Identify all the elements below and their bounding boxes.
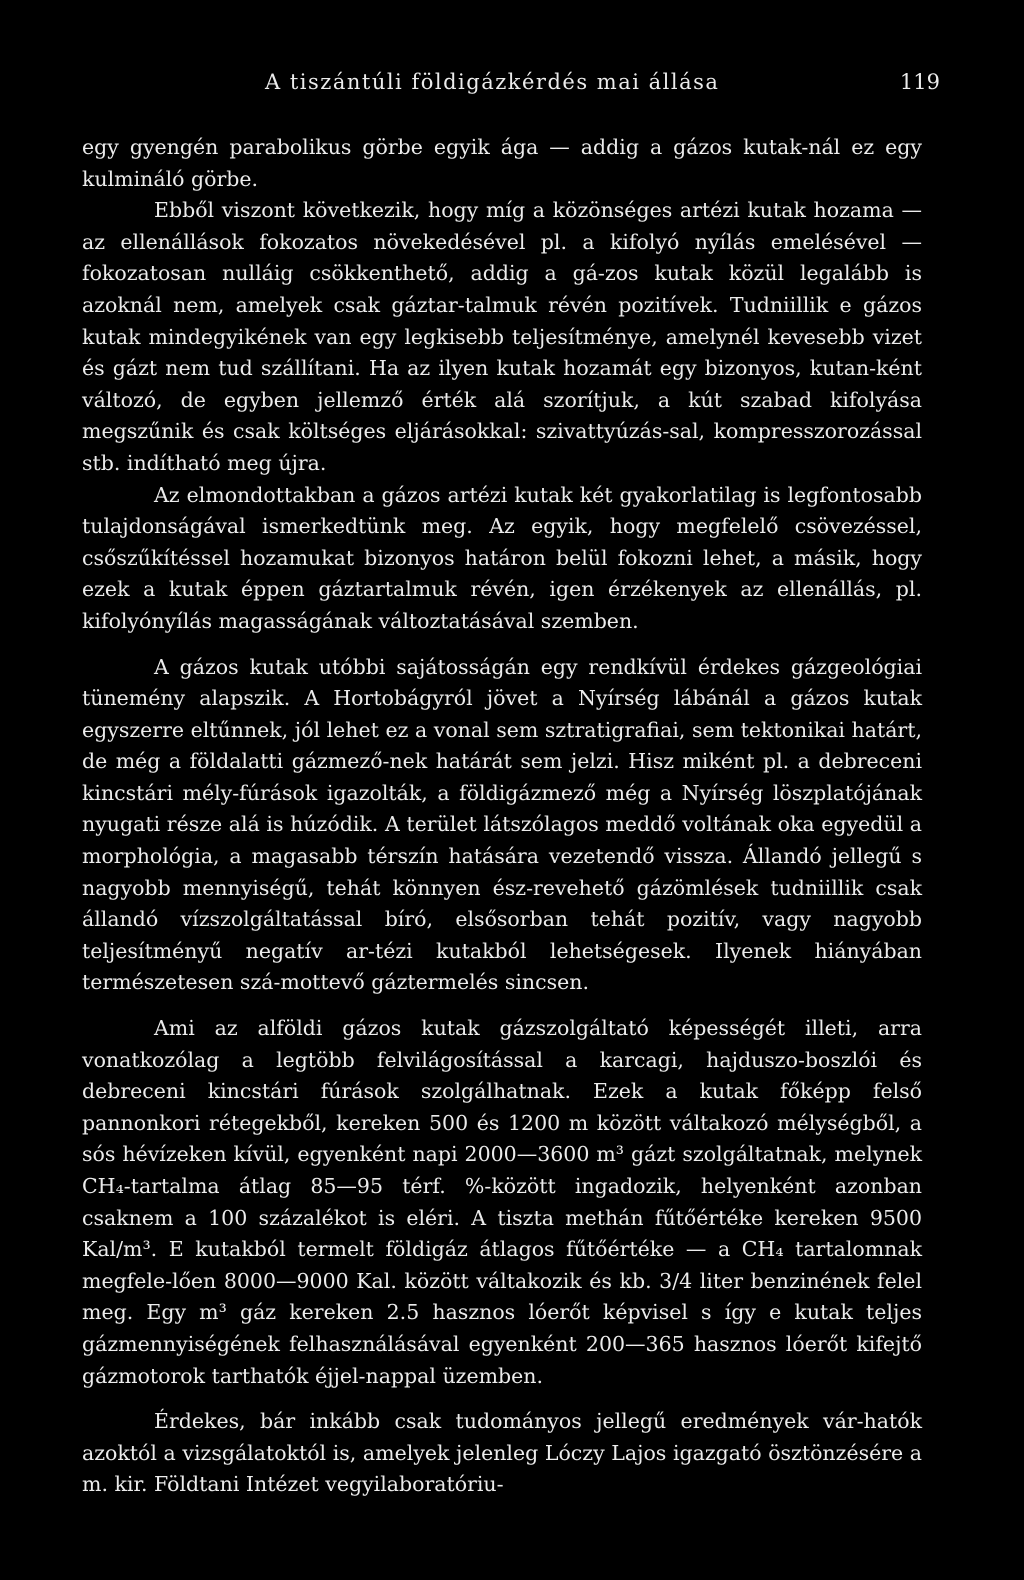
- paragraph-5: Ami az alföldi gázos kutak gázszolgáltató képességét illeti, arra vonatkozólag a legtöbb felvilágosítással a karcagi, hajduszo-boszlói és debreceni kincstári fúrások szolgálhatnak. Ezek a kutak főképp felső pannonkori rétegekből, kereken 500 és 1200 m között váltakozó mélységből, a sós hévízeken kívül, egyenként napi 2000—3600 m³ gázt szolgáltatnak, melynek CH₄-tartalma átlag 85—95 térf. %-között ingadozik, helyenként azonban csaknem a 100 százalékot is eléri. A tiszta methán fűtőértéke kereken 9500 Kal/m³. E kutakból termelt földigáz átlagos fűtőértéke — a CH₄ tartalomnak megfele-lően 8000—9000 Kal. között váltakozik és kb. 3/4 liter benzinének felel meg. Egy m³ gáz kereken 2.5 hasznos lóerőt képvisel s így e kutak teljes gázmennyiségének felhasználásával egyenként 200—365 hasznos lóerőt kifejtő gázmotorok tarthatók éjjel-nappal üzemben.: [82, 1016, 922, 1388]
- paragraph-1: egy gyengén parabolikus görbe egyik ága — addig a gázos kutak-nál ez egy kulmináló görbe.: [82, 135, 922, 191]
- paragraph-2: Ebből viszont következik, hogy míg a közönséges artézi kutak hozama — az ellenállások fokozatos növekedésével pl. a kifolyó nyílás emelésével — fokozatosan nulláig csökkenthető, addig a gá-zos kutak közül legalább is azoknál nem, amelyek csak gáztar-talmuk révén pozitívek. Tudniillik e gázos kutak mindegyikének van egy legkisebb teljesítménye, amelynél kevesebb vizet és gázt nem tud szállítani. Ha az ilyen kutak hozamát egy bizonyos, kutan-ként változó, de egyben jellemző érték alá szorítjuk, a kút szabad kifolyása megszűnik és csak költséges eljárásokkal: szivattyúzás-sal, kompresszorozással stb. indítható meg újra.: [82, 198, 922, 475]
- page-number: 119: [899, 70, 940, 94]
- paragraph-4: A gázos kutak utóbbi sajátosságán egy rendkívül érdekes gázgeológiai tünemény alapszik. A Hortobágyról jövet a Nyírség lábánál a gázos kutak egyszerre eltűnnek, jól lehet ez a vonal sem sztratigrafiai, sem tektonikai határt, de még a földalatti gázmező-nek határát sem jelzi. Hisz miként pl. a debreceni kincstári mély-fúrások igazolták, a földigázmező még a Nyírség löszplatójának nyugati része alá is húzódik. A terület látszólagos meddő voltának oka egyedül a morphológia, a magasabb térszín hatására vezetendő vissza. Állandó jellegű s nagyobb mennyiségű, tehát könnyen ész-revehető gázömlések tudniillik csak állandó vízszolgáltatással bíró, elsősorban tehát pozitív, vagy nagyobb teljesítményű negatív ar-tézi kutakból lehetségesek. Ilyenek hiányában természetesen szá-mottevő gáztermelés sincsen.: [82, 654, 922, 995]
- paragraph-6: Érdekes, bár inkább csak tudományos jellegű eredmények vár-hatók azoktól a vizsgálatoktól is, amelyek jelenleg Lóczy Lajos igazgató ösztönzésére a m. kir. Földtani Intézet vegyilaboratóriu-: [82, 1409, 922, 1497]
- paragraph-3: Az elmondottakban a gázos artézi kutak két gyakorlatilag is legfontosabb tulajdonságával ismerkedtünk meg. Az egyik, hogy megfelelő csövezéssel, csőszűkítéssel hozamukat bizonyos határon belül fokozni lehet, a másik, hogy ezek a kutak éppen gáztartalmuk révén, igen érzékenyek az ellenállás, pl. kifolyónyílás magasságának változtatásával szemben.: [82, 482, 922, 633]
- body-text: [82, 132, 922, 1501]
- running-head: [110, 70, 940, 110]
- header-title: A tiszántúli földigázkérdés mai állása: [265, 70, 720, 94]
